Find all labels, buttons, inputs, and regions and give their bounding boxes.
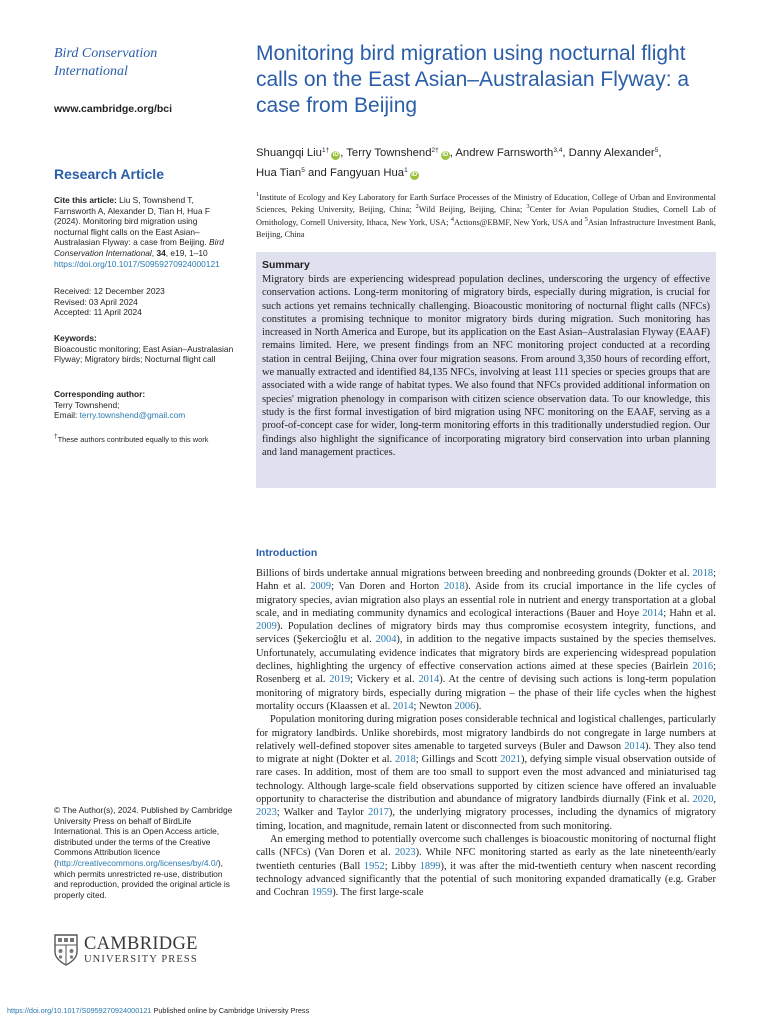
author-list [256, 143, 716, 183]
author-name[interactable]: Hua Tian [256, 167, 302, 179]
equal-contribution-footnote: †These authors contributed equally to this work [54, 433, 209, 444]
journal-url[interactable]: www.cambridge.org/bci [54, 103, 173, 115]
affiliation-marker: 1 [256, 191, 260, 198]
citation-year-link[interactable]: 2021 [500, 754, 521, 766]
received-date: Received: 12 December 2023 [54, 286, 165, 296]
citation-year-link[interactable]: 2014 [392, 700, 414, 712]
author-affiliation-marker: 1 [404, 167, 408, 174]
intro-text: ). Aside from its crucial importance in the life cycles of migratory species, avian migration also plays an essential role in nutrient and energy transportation at a global scale, and in mediating community dynamics and ecological interactions (Bauer and Hoye [256, 581, 716, 619]
citation-year-link[interactable]: 2014 [418, 674, 440, 686]
citation-year-link[interactable]: 2020 [692, 794, 714, 806]
intro-text: Billions of birds undertake annual migrations between breeding and nonbreeding grounds (Dokter et al. [256, 568, 693, 579]
affiliation-marker: 5 [584, 215, 589, 223]
author-name[interactable]: Shuangqi Liu [256, 147, 322, 159]
intro-text: ; Newton [413, 700, 455, 712]
citation-year-link[interactable]: 2023 [394, 847, 416, 859]
intro-text: ), the underlying migratory processes, including the dynamics of migratory timing, location, and magnitude, remain latent or disconnected from such monitoring. [256, 807, 716, 832]
intro-text: ). At the centre of devising such actions is long-term population monitoring of migratory birds, especially during migration – the phase of their life cycles when the highest mortality occurs (Klaassen et al. [256, 674, 717, 712]
orcid-icon[interactable]: iD [411, 172, 418, 178]
intro-text: ), in addition to the negative impacts sustained by the species themselves. Unfortunately, accumulating evidence indicates that migratory birds are experiencing widespread population declines, highlighting the urgency of effective conservation actions aimed at these species (Bairlein [256, 634, 716, 673]
author-separator: , [658, 147, 662, 159]
citation-year-link[interactable]: 1952 [363, 860, 385, 872]
author-affiliation-marker: 3,4 [553, 147, 563, 154]
license-link[interactable]: http://creativecommons.org/licenses/by/4.0/ [56, 857, 218, 868]
introduction-heading: Introduction [256, 547, 318, 559]
orcid-icon[interactable]: iD [332, 152, 339, 158]
intro-text: ; Hahn et al. [663, 607, 716, 619]
affiliation-marker: 3 [526, 203, 530, 211]
intro-text: ). [475, 700, 482, 712]
affiliation-marker: 4 [450, 215, 454, 223]
citation-doi-link[interactable]: https://doi.org/10.1017/S0959270924000121 [54, 258, 220, 269]
keywords-text: Bioacoustic monitoring; East Asian–Australasian Flyway; Migratory birds; Nocturnal flight call [54, 343, 234, 365]
intro-text: Population monitoring during migration poses considerable technical and logistical challenges, particularly for migratory landbirds. Unlike shorebirds, most migratory landbirds do not congregate in large numbers at relatively well-defined stopover sites amenable to targeted surveys (Buler and Dawson [256, 714, 716, 752]
corresponding-name: Terry Townshend; [54, 399, 120, 410]
summary-text: Migratory birds are experiencing widespread population declines, underscoring the urgency of effective conservation actions. Long-term monitoring of migratory birds, especially during migration, is crucial for such actions yet remains technically challenging. Bioacoustic monitoring of nocturnal flight calls (NFCs) constitutes a promising technique to monitor migratory birds during migration. Such monitoring has increased in North America and Europe, but its application on the East Asian–Australasian Flyway (EAAF) remains limited. Here, we present findings from an NFC monitoring project conducted at a recording station in central Beijing, China over four migration seasons. From around 3,350 hours of recording effort, we manually extracted and identified 84,135 NFCs, involving at least 111 species or species groups that are associated with a wide range of habitat types. We also found that NFCs provided additional information on species' migration phenology in comparison with citizen science observation data. To our knowledge, this study is the first formal investigation of bird migration using NFC monitoring on the EAAF, serving as a proof-of-concept case for wider, long-term monitoring efforts in this traditionally understudied region. Our findings also highlight the significance of incorporating migratory bird conservation into urban planning and land management practices. [262, 274, 710, 458]
cambridge-logo[interactable]: CAMBRIDGE UNIVERSITY PRESS [54, 934, 234, 968]
citation-year-link[interactable]: 2019 [329, 674, 351, 686]
intro-paragraph [256, 713, 716, 833]
keywords-block [54, 333, 234, 365]
citation-year-link[interactable]: 2004 [375, 634, 397, 646]
intro-text: ; Rosenberg et al. [256, 661, 716, 686]
orcid-icon[interactable]: iD [442, 152, 449, 158]
revised-date: Revised: 03 April 2024 [54, 296, 138, 307]
intro-text: ; Hahn et al. [256, 568, 716, 593]
affiliation-text: Wild Beijing, Beijing, China; [418, 205, 527, 215]
intro-text: ). While NFC monitoring started as early as the late nineteenth/early twentieth centuries (Ball [256, 847, 716, 872]
intro-text: ), it was after the mid-twentieth century when nascent recording technology advanced significantly that the potential of such monitoring expanded dramatically (e.g. Graber and Cochran [256, 860, 716, 899]
affiliation-text: Institute of Ecology and Key Laboratory for Earth Surface Processes of the Ministry of Education, College of Urban and Environmental Sciences, Peking University, Beijing, China; [256, 193, 716, 215]
author-separator: , [340, 147, 347, 159]
citation-year-link[interactable]: 2014 [642, 607, 664, 619]
author-separator: , [562, 147, 569, 159]
intro-paragraph [256, 833, 716, 899]
intro-text: ), defying simple visual observation outside of rare cases. In addition, most of them are too small to support even the most advanced and miniaturised tag technology. Although large-scale field observations supported by citizen science have offered an invaluable opportunity to characterise the distribution and abundance of migratory landbirds diurnally (Fink et al. [256, 754, 716, 806]
footer-doi-link[interactable]: https://doi.org/10.1017/S0959270924000121 [7, 1006, 152, 1015]
intro-text: ). The first large-scale [332, 887, 424, 899]
author-affiliation-marker: 2† [431, 147, 439, 154]
citation-year-link[interactable]: 1959 [311, 887, 333, 899]
intro-text: ; Van Doren and Horton [331, 581, 444, 593]
citation-year-link[interactable]: 2018 [443, 581, 465, 593]
author-affiliation-marker: 1† [321, 147, 330, 154]
citation-year-link[interactable]: 2009 [256, 621, 277, 633]
citation-year-link[interactable]: 2023 [256, 807, 277, 819]
dates-block [54, 286, 234, 318]
corresponding-author-block: Corresponding author: Terry Townshend; Email: terry.townshend@gmail.com [54, 389, 234, 421]
citation-year-link[interactable]: 1899 [419, 860, 441, 872]
summary-heading: Summary [262, 259, 310, 271]
author-name[interactable]: Fangyuan Hua [329, 167, 405, 179]
author-separator: and [304, 167, 330, 179]
citation-year-link[interactable]: 2014 [624, 740, 645, 752]
citation-year-link[interactable]: 2009 [310, 581, 332, 593]
author-name[interactable]: Danny Alexander [568, 147, 655, 159]
author-affiliation-marker: 5 [654, 147, 659, 154]
intro-text: , [713, 794, 716, 806]
intro-text: ). Population declines of migratory birds may thus compromise ecosystem integrity, functions, and services (Şekercioğlu et al. [256, 621, 716, 646]
author-name[interactable]: Terry Townshend [346, 147, 432, 159]
affiliations [256, 192, 716, 242]
keywords-label: Keywords: [54, 333, 97, 343]
intro-text: ; Walker and Taylor [276, 807, 369, 819]
citation-year-link[interactable]: 2018 [395, 754, 416, 766]
affiliation-text: Actions@EBMF, New York, USA and [453, 217, 585, 227]
author-name[interactable]: Andrew Farnsworth [455, 147, 554, 159]
summary-box [256, 252, 716, 488]
page-footer: https://doi.org/10.1017/S0959270924000121 Published online by Cambridge University Press [7, 1006, 310, 1015]
journal-name[interactable]: Bird Conservation International [54, 46, 158, 79]
accepted-date: Accepted: 11 April 2024 [54, 307, 142, 318]
introduction-body [256, 567, 716, 899]
intro-text: ; Vickery et al. [350, 674, 419, 686]
intro-text: ; Gillings and Scott [415, 754, 501, 766]
author-affiliation-marker: 5 [301, 167, 305, 174]
intro-paragraph [256, 567, 716, 713]
intro-text: ). They also tend to migrate at night (Dokter et al. [256, 740, 716, 766]
article-title: Monitoring bird migration using nocturnal flight calls on the East Asian–Australasian Flyway: a case from Beijing [256, 42, 690, 117]
citation-year-link[interactable]: 2006 [454, 700, 476, 712]
intro-text: ; Libby [384, 860, 420, 872]
citation-block: Cite this article: Liu S, Townshend T, Farnsworth A, Alexander D, Tian H, Hua F (2024). Monitoring bird migration using nocturnal flight calls on the East Asian–Australasian Flyway: a case from Beijing. Bird Conservation International, 34, e19, 1–10 https://doi.org/10.1017/S0959270924000121 [54, 195, 224, 269]
cambridge-crest-icon [54, 934, 78, 966]
affiliation-text: Asian Infrastructure Investment Bank, Beijing, China [256, 217, 716, 240]
corresponding-email-link[interactable]: terry.townshend@gmail.com [79, 410, 186, 421]
citation-year-link[interactable]: 2018 [692, 568, 714, 579]
author-separator: , [449, 147, 456, 159]
intro-text: An emerging method to potentially overcome such challenges is bioacoustic monitoring of nocturnal flight calls (NFCs) (Van Doren et al. [256, 833, 716, 859]
license-block: © The Author(s), 2024. Published by Cambridge University Press on behalf of BirdLife International. This is an Open Access article, distributed under the terms of the Creative Commons Attribution licence (http://creativecommons.org/licenses/by/4.0/), which permits unrestricted re-use, distribution and reproduction, provided the original article is properly cited. [54, 805, 233, 900]
affiliation-marker: 2 [415, 203, 419, 211]
affiliation-text: Center for Avian Population Studies, Cornell Lab of Ornithology, Cornell University, Ithaca, New York, USA; [256, 205, 716, 227]
article-type: Research Article [54, 166, 164, 182]
citation-year-link[interactable]: 2016 [692, 661, 714, 673]
citation-year-link[interactable]: 2017 [368, 807, 389, 819]
